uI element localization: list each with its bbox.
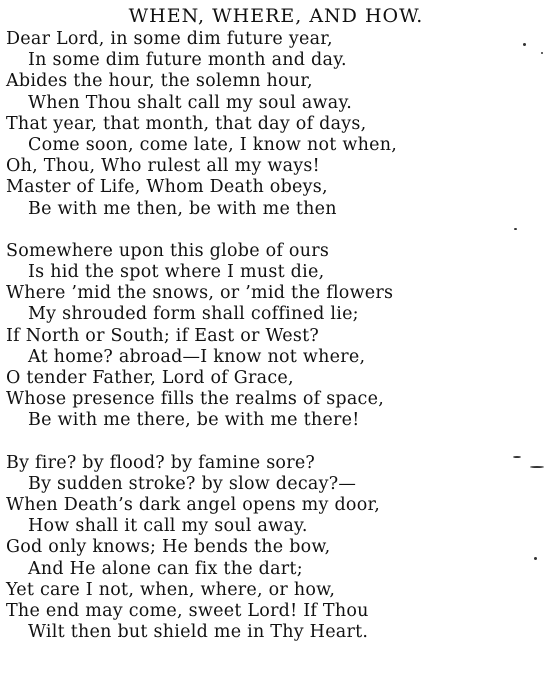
- verse-line: Abides the hour, the solemn hour,: [6, 71, 313, 92]
- stanza-2: [6, 241, 546, 432]
- verse-line: In some dim future month and day.: [28, 50, 347, 71]
- verse-line: When Thou shalt call my soul away.: [28, 92, 353, 113]
- print-speck: [514, 228, 517, 230]
- verse-line: Be with me there, be with me there!: [28, 410, 360, 431]
- verse-line: Yet care I not, when, where, or how,: [6, 579, 336, 600]
- verse-line: If North or South; if East or West?: [6, 325, 320, 346]
- verse-line: Whose presence fills the realms of space,: [6, 389, 385, 410]
- stanza-1: [6, 29, 546, 220]
- print-speck: [523, 43, 526, 46]
- verse-line: My shrouded form shall coffined lie;: [28, 304, 359, 325]
- poem-title: WHEN, WHERE, AND HOW.: [128, 5, 424, 27]
- stanza-3: [6, 453, 546, 644]
- verse-line: At home? abroad—I know not where,: [28, 346, 366, 367]
- verse-line: The end may come, sweet Lord! If Thou: [6, 601, 369, 622]
- verse-line: Be with me then, be with me then: [28, 198, 337, 219]
- verse-line: By fire? by flood? by famine sore?: [6, 452, 316, 473]
- verse-line: O tender Father, Lord of Grace,: [6, 368, 294, 389]
- print-speck: [541, 52, 543, 54]
- verse-line: When Death’s dark angel opens my door,: [6, 495, 381, 516]
- verse-line: Dear Lord, in some dim future year,: [6, 29, 333, 49]
- verse-line: Wilt then but shield me in Thy Heart.: [28, 622, 369, 643]
- verse-line: Where ’mid the snows, or ’mid the flowers: [6, 283, 394, 304]
- print-speck: [513, 456, 521, 458]
- verse-line: Is hid the spot where I must die,: [28, 262, 325, 283]
- verse-line: By sudden stroke? by slow decay?—: [28, 473, 357, 494]
- verse-line: And He alone can fix the dart;: [28, 558, 303, 579]
- verse-line: God only knows; He bends the bow,: [6, 537, 331, 558]
- poem: [6, 4, 546, 643]
- verse-line: Master of Life, Whom Death obeys,: [6, 177, 328, 198]
- verse-line: That year, that month, that day of days,: [6, 113, 367, 134]
- print-speck: [534, 557, 537, 560]
- verse-line: Somewhere upon this globe of ours: [6, 240, 330, 261]
- verse-line: Oh, Thou, Who rulest all my ways!: [6, 156, 320, 177]
- verse-line: How shall it call my soul away.: [28, 516, 308, 537]
- verse-line: Come soon, come late, I know not when,: [28, 135, 398, 156]
- print-speck: [530, 466, 544, 468]
